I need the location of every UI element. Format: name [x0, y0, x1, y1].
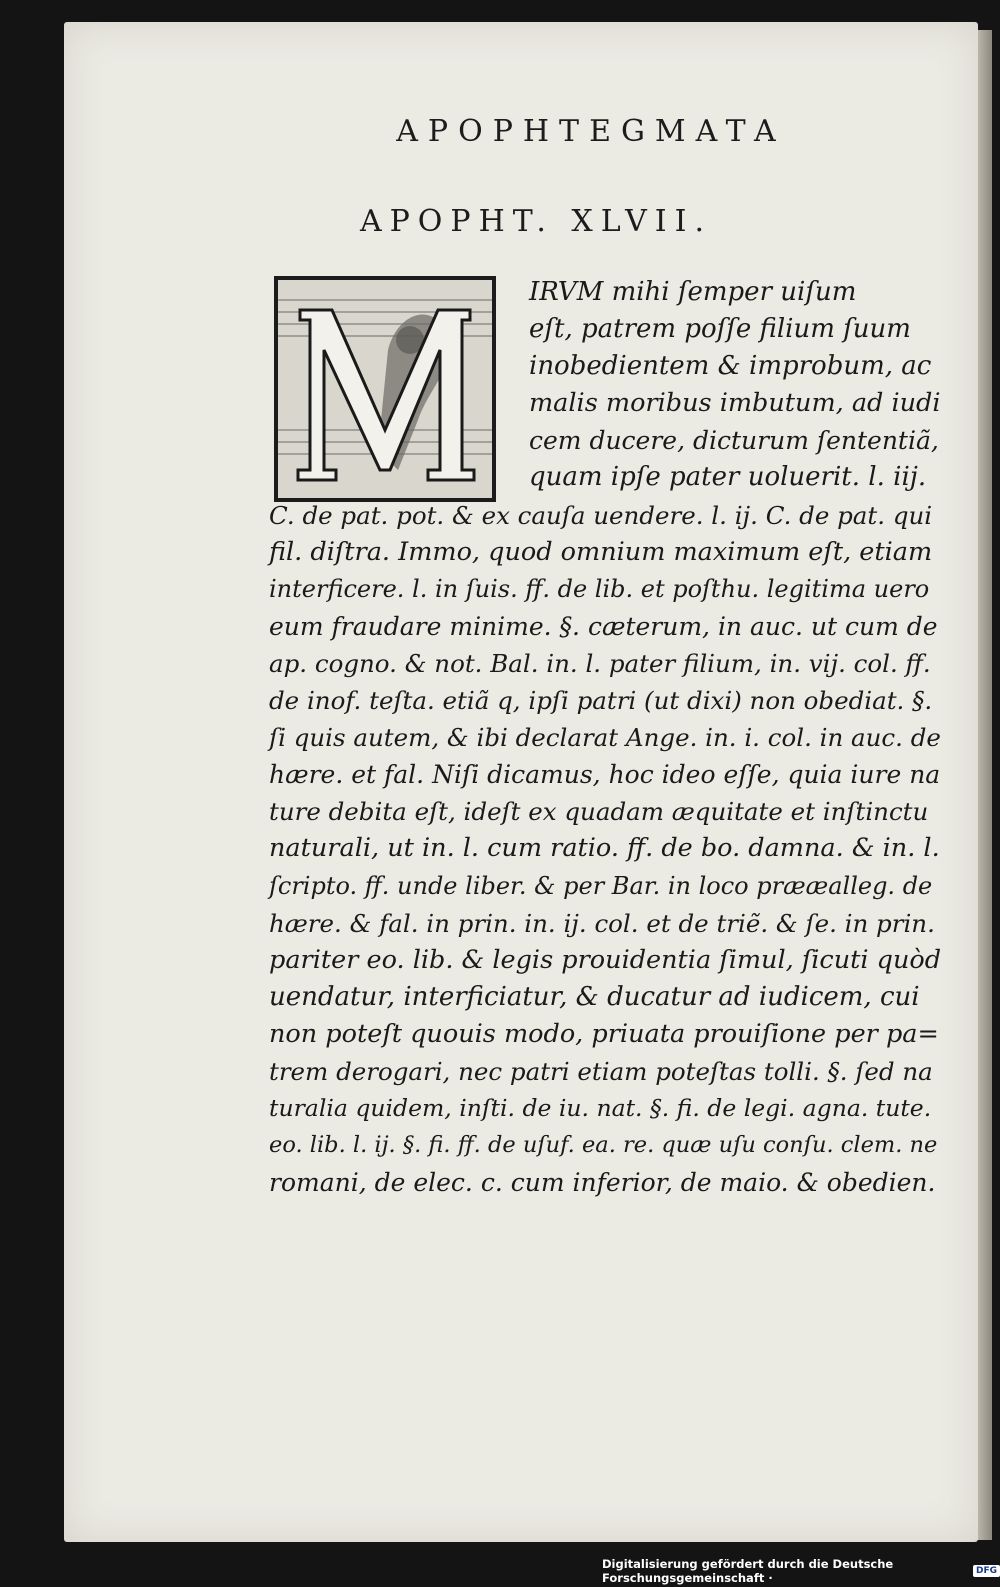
body-text	[269, 274, 941, 1201]
text-line: hære. & fal. in prin. in. ij. col. et de triẽ. & ſe. in prin.	[269, 908, 935, 938]
text-line: eo. lib. l. ij. §. fi. ff. de uſuf. ea. re. quæ uſu conſu. clem. ne	[269, 1132, 938, 1159]
text-line: fil. diſtra. Immo, quod omnium maximum eſt, etiam	[269, 536, 933, 567]
book-page	[64, 22, 978, 1542]
text-line: interficere. l. in ſuis. ff. de lib. et poſthu. legitima uero	[269, 574, 930, 603]
section-heading: APOPHT. XLVII.	[359, 204, 713, 239]
text-line: cem ducere, dicturum ſententiã,	[529, 426, 939, 456]
running-head: APOPHTEGMATA	[396, 114, 786, 149]
dfg-logo: DFG	[973, 1565, 1000, 1577]
text-line: naturali, ut in. l. cum ratio. ff. de bo. damna. & in. l.	[269, 833, 940, 864]
text-line: pariter eo. lib. & legis prouidentia ſimul, ſicuti quòd	[269, 944, 942, 975]
text-line: romani, de elec. c. cum inferior, de maio. & obedien.	[269, 1168, 936, 1198]
text-line: hære. et fal. Niſi dicamus, hoc ideo eſſe, quia iure na	[269, 760, 941, 790]
text-line: uendatur, interficiatur, & ducatur ad iudicem, cui	[269, 981, 920, 1012]
text-line: quam ipſe pater uoluerit. l. iij.	[529, 462, 927, 493]
text-line: non poteſt quouis modo, priuata prouiſione per pa=	[269, 1018, 939, 1049]
text-line: turalia quidem, inſti. de iu. nat. §. fi. de legi. agna. tute.	[269, 1094, 932, 1123]
text-line: ſcripto. ff. unde liber. & per Bar. in loco prææalleg. de	[269, 871, 933, 900]
text-line: ap. cogno. & not. Bal. in. l. pater filium, in. vij. col. ff.	[269, 648, 931, 678]
text-line: malis moribus imbutum, ad iudi	[529, 388, 941, 419]
digitization-footer	[602, 1557, 1000, 1585]
footer-text: Digitalisierung gefördert durch die Deutsche Forschungsgemeinschaft ·	[602, 1557, 894, 1585]
text-line: IRVM mihi ſemper uiſum	[529, 277, 857, 307]
text-line: C. de pat. pot. & ex cauſa uendere. l. ij. C. de pat. qui	[269, 500, 933, 530]
text-line: ture debita eſt, ideſt ex quadam æquitate et inſtinctu	[269, 797, 929, 827]
text-line: eum fraudare minime. §. cæterum, in auc. ut cum de	[269, 611, 938, 641]
text-line: inobedientem & improbum, ac	[529, 351, 932, 382]
text-line: trem derogari, nec patri etiam poteſtas tolli. §. ſed na	[269, 1056, 933, 1086]
text-line: eſt, patrem poſſe filium ſuum	[529, 314, 911, 345]
text-line: de inof. teſta. etiã q, ipſi patri (ut dixi) non obediat. §.	[269, 686, 933, 716]
text-line: ſi quis autem, & ibi declarat Ange. in. i. col. in auc. de	[269, 723, 941, 753]
